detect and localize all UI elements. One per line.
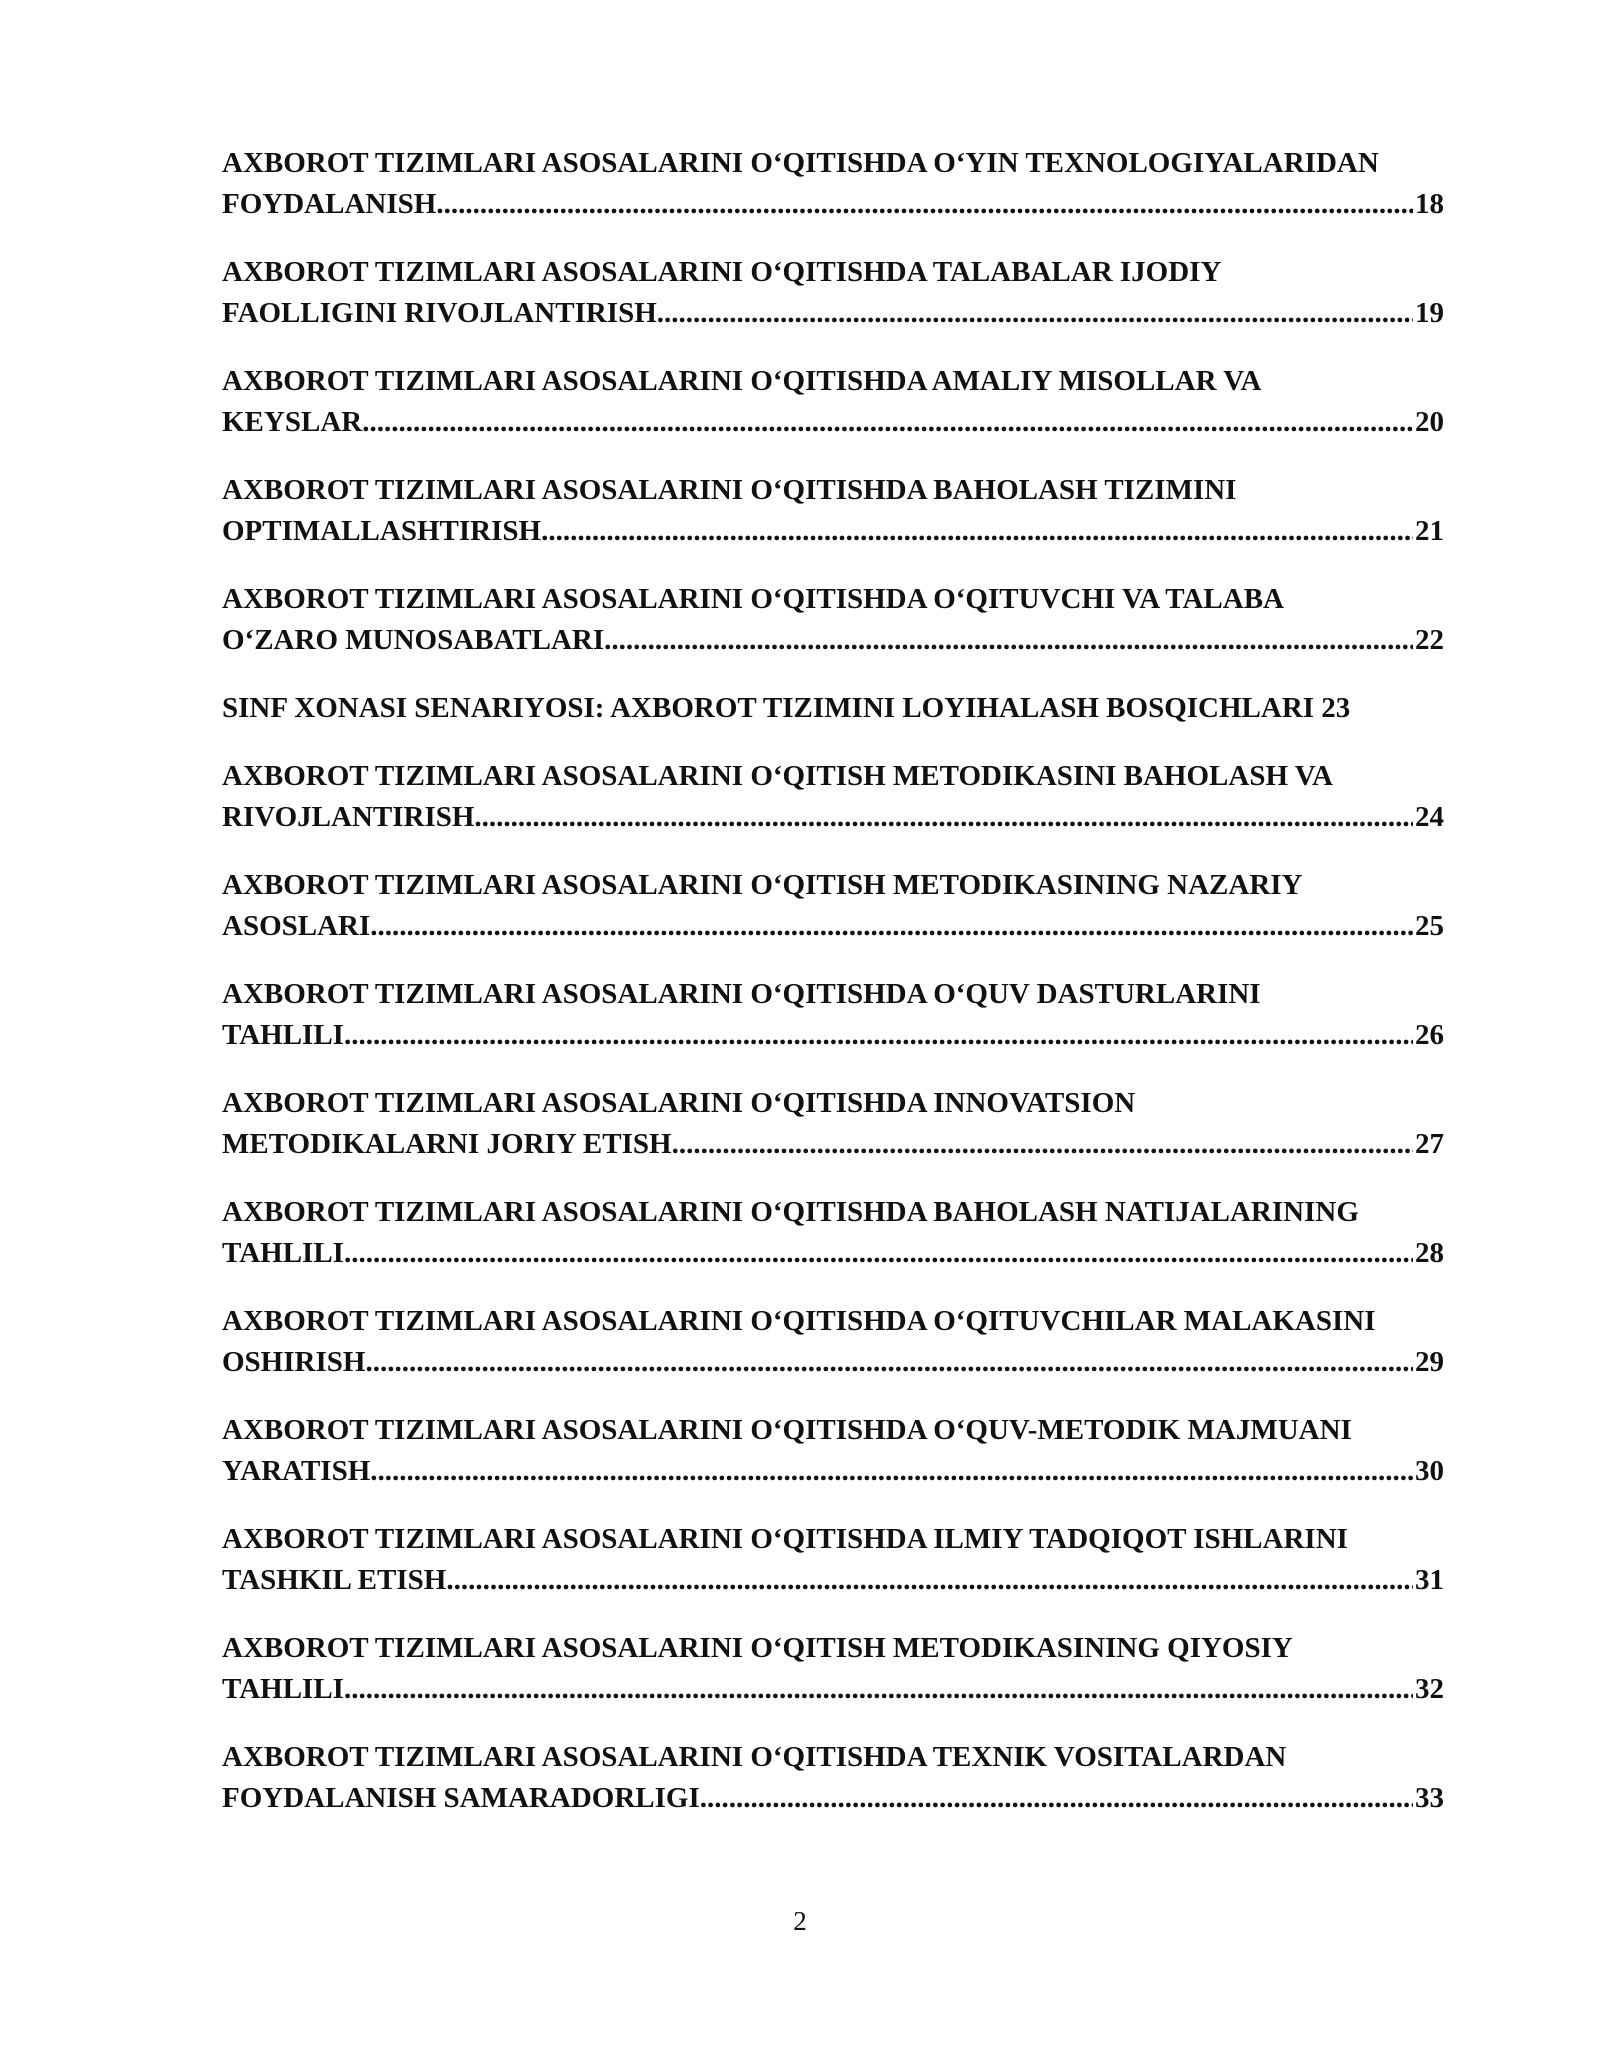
toc-entry-title: AXBOROT TIZIMLARI ASOSALARINI O‘QITISHDA ILMIY TADQIQOT ISHLARINI	[222, 1523, 1348, 1555]
toc-entry-title: SINF XONASI SENARIYOSI: AXBOROT TIZIMINI LOYIHALASH BOSQICHLARI 23	[222, 692, 1351, 724]
toc-entry[interactable]	[222, 470, 1475, 552]
toc-leader-dots	[365, 1342, 1413, 1383]
page-number: 2	[793, 1906, 807, 1936]
toc-entry[interactable]	[222, 252, 1475, 334]
toc-page-number: 21	[1415, 515, 1444, 547]
toc-page-number: 25	[1415, 910, 1444, 942]
toc-entry-title-cont: TASHKIL ETISH	[222, 1564, 447, 1596]
toc-entry-title: AXBOROT TIZIMLARI ASOSALARINI O‘QITISHDA O‘YIN TEXNOLOGIYALARIDAN	[222, 147, 1379, 179]
toc-entry-title: AXBOROT TIZIMLARI ASOSALARINI O‘QITISH METODIKASINING NAZARIY	[222, 869, 1303, 901]
toc-entry[interactable]	[222, 1737, 1475, 1819]
toc-page-number: 19	[1415, 297, 1444, 329]
toc-leader-dots	[344, 1669, 1413, 1710]
toc-leader-dots	[344, 1233, 1413, 1274]
toc-page-number: 24	[1415, 801, 1444, 833]
toc-leader-dots	[474, 797, 1413, 838]
toc-entry-title-cont: FAOLLIGINI RIVOJLANTIRISH	[222, 297, 657, 329]
toc-entry-title-cont: METODIKALARNI JORIY ETISH	[222, 1128, 672, 1160]
toc-entry-title: AXBOROT TIZIMLARI ASOSALARINI O‘QITISHDA BAHOLASH TIZIMINI	[222, 474, 1237, 506]
toc-entry-title: AXBOROT TIZIMLARI ASOSALARINI O‘QITISHDA AMALIY MISOLLAR VA	[222, 365, 1262, 397]
toc-entry-title: AXBOROT TIZIMLARI ASOSALARINI O‘QITISHDA O‘QITUVCHI VA TALABA	[222, 583, 1284, 615]
toc-entry-title-cont: RIVOJLANTIRISH	[222, 801, 475, 833]
toc-entry[interactable]	[222, 1192, 1475, 1274]
toc-entry-title: AXBOROT TIZIMLARI ASOSALARINI O‘QITISHDA TALABALAR IJODIY	[222, 256, 1222, 288]
toc-entry-title-cont: TAHLILI	[222, 1673, 344, 1705]
toc-leader-dots	[657, 293, 1413, 334]
toc-entry-title-cont: ASOSLARI	[222, 910, 371, 942]
toc-page-number: 27	[1415, 1128, 1444, 1160]
toc-entry[interactable]	[222, 1519, 1475, 1601]
toc-entry-title: AXBOROT TIZIMLARI ASOSALARINI O‘QITISHDA INNOVATSION	[222, 1087, 1136, 1119]
toc-entry-title-cont: OPTIMALLASHTIRISH	[222, 515, 542, 547]
toc-entry-title-cont: FOYDALANISH SAMARADORLIGI	[222, 1782, 700, 1814]
toc-entry-title-cont: KEYSLAR	[222, 406, 363, 438]
toc-leader-dots	[362, 402, 1413, 443]
toc-page-number: 33	[1415, 1782, 1444, 1814]
toc-entry-title: AXBOROT TIZIMLARI ASOSALARINI O‘QITISHDA TEXNIK VOSITALARDAN	[222, 1741, 1287, 1773]
toc-page-number: 20	[1415, 406, 1444, 438]
toc-entry-title: AXBOROT TIZIMLARI ASOSALARINI O‘QITISHDA O‘QUV-METODIK MAJMUANI	[222, 1414, 1352, 1446]
toc-entry[interactable]	[222, 143, 1475, 225]
toc-leader-dots	[370, 1451, 1413, 1492]
toc-entry[interactable]	[222, 756, 1475, 838]
toc-entry-title-cont: OSHIRISH	[222, 1346, 366, 1378]
toc-entry[interactable]	[222, 865, 1475, 947]
table-of-contents	[222, 143, 1475, 1846]
toc-entry[interactable]	[222, 1410, 1475, 1492]
toc-entry-title: AXBOROT TIZIMLARI ASOSALARINI O‘QITISHDA O‘QITUVCHILAR MALAKASINI	[222, 1305, 1376, 1337]
toc-leader-dots	[541, 511, 1413, 552]
toc-leader-dots	[672, 1124, 1413, 1165]
toc-entry-title: AXBOROT TIZIMLARI ASOSALARINI O‘QITISH METODIKASINING QIYOSIY	[222, 1632, 1293, 1664]
toc-leader-dots	[370, 906, 1413, 947]
toc-page-number: 18	[1415, 188, 1444, 220]
toc-leader-dots	[604, 620, 1413, 661]
toc-entry-title-cont: O‘ZARO MUNOSABATLARI	[222, 624, 605, 656]
toc-page-number: 29	[1415, 1346, 1444, 1378]
toc-entry-title: AXBOROT TIZIMLARI ASOSALARINI O‘QITISHDA O‘QUV DASTURLARINI	[222, 978, 1261, 1010]
toc-leader-dots	[446, 1560, 1413, 1601]
toc-entry[interactable]	[222, 361, 1475, 443]
toc-entry[interactable]	[222, 688, 1475, 729]
toc-page-number: 32	[1415, 1673, 1444, 1705]
toc-leader-dots	[700, 1778, 1413, 1819]
toc-entry-title-cont: FOYDALANISH	[222, 188, 437, 220]
toc-entry[interactable]	[222, 579, 1475, 661]
toc-entry-title: AXBOROT TIZIMLARI ASOSALARINI O‘QITISH METODIKASINI BAHOLASH VA	[222, 760, 1333, 792]
toc-entry[interactable]	[222, 1301, 1475, 1383]
toc-leader-dots	[344, 1015, 1413, 1056]
toc-page-number: 30	[1415, 1455, 1444, 1487]
toc-entry[interactable]	[222, 1628, 1475, 1710]
toc-leader-dots	[436, 184, 1413, 225]
toc-page-number: 22	[1415, 624, 1444, 656]
toc-page-number: 28	[1415, 1237, 1444, 1269]
toc-page-number: 26	[1415, 1019, 1444, 1051]
toc-entry-title: AXBOROT TIZIMLARI ASOSALARINI O‘QITISHDA BAHOLASH NATIJALARINING	[222, 1196, 1359, 1228]
toc-page-number: 31	[1415, 1564, 1444, 1596]
toc-entry[interactable]	[222, 1083, 1475, 1165]
toc-entry-title-cont: TAHLILI	[222, 1019, 344, 1051]
toc-entry-title-cont: TAHLILI	[222, 1237, 344, 1269]
toc-entry-title-cont: YARATISH	[222, 1455, 371, 1487]
toc-entry[interactable]	[222, 974, 1475, 1056]
